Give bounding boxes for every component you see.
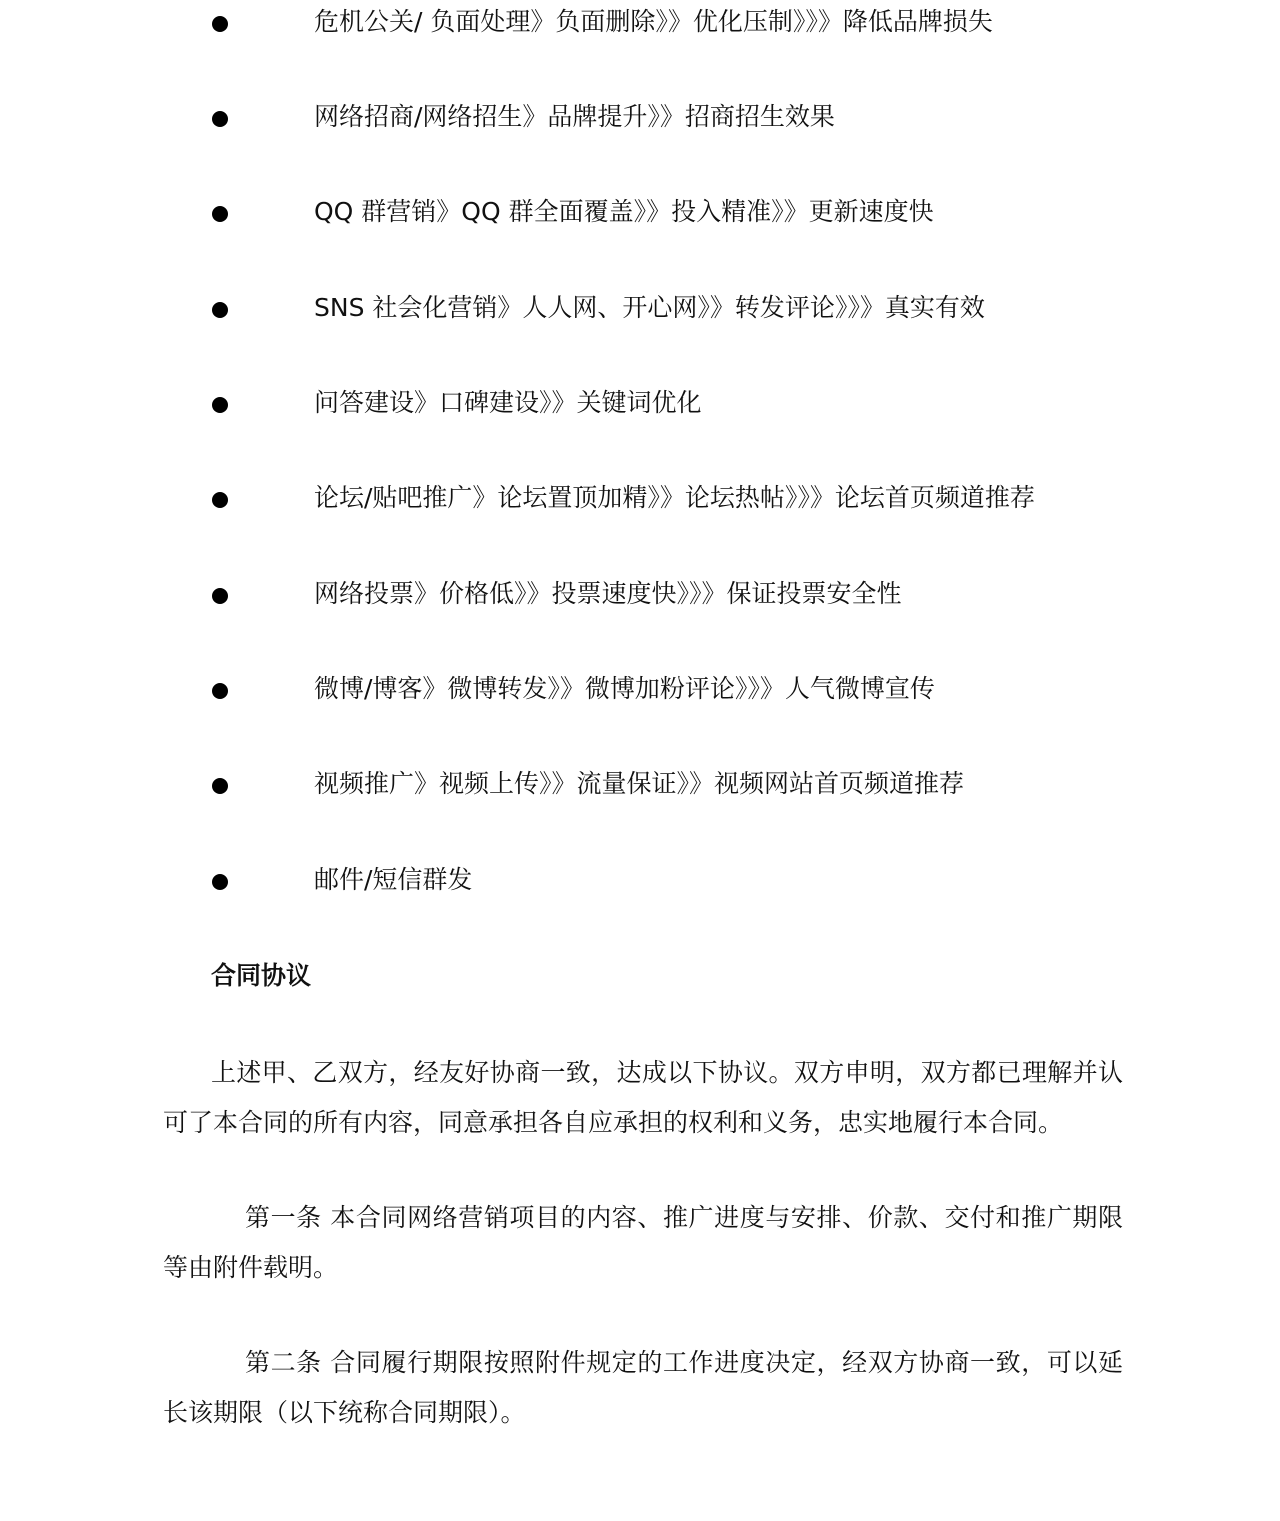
section-heading: 合同协议: [211, 961, 312, 990]
list-item: [0, 192, 1280, 232]
list-item-text: 问答建设》口碑建设》》关键词优化: [314, 388, 702, 417]
list-item: [0, 288, 1280, 328]
list-item-text: 危机公关/ 负面处理》负面删除》》优化压制》》》降低品牌损失: [314, 7, 993, 36]
list-item-text: 网络投票》价格低》》投票速度快》》》保证投票安全性: [314, 579, 902, 608]
list-item-text: 论坛/贴吧推广》论坛置顶加精》》论坛热帖》》》论坛首页频道推荐: [314, 483, 1035, 512]
list-item-text: 网络招商/网络招生》品牌提升》》招商招生效果: [314, 102, 835, 131]
list-item-text: 微博/博客》微博转发》》微博加粉评论》》》人气微博宣传: [314, 674, 935, 703]
list-item: [0, 860, 1280, 900]
bullet-icon: [212, 206, 228, 222]
list-item-text: QQ 群营销》QQ 群全面覆盖》》投入精准》》更新速度快: [314, 197, 934, 226]
list-item: [0, 669, 1280, 709]
list-item: [0, 2, 1280, 42]
list-item: [0, 478, 1280, 518]
list-item-text: SNS 社会化营销》人人网、开心网》》转发评论》》》真实有效: [314, 293, 985, 322]
bullet-icon: [212, 397, 228, 413]
bullet-icon: [212, 16, 228, 32]
list-item: [0, 97, 1280, 137]
list-item-text: 邮件/短信群发: [314, 865, 473, 894]
bullet-icon: [212, 874, 228, 890]
intro-paragraph: 上述甲、乙双方，经友好协商一致，达成以下协议。双方申明，双方都已理解并认可了本合同的所有内容，同意承担各自应承担的权利和义务，忠实地履行本合同。: [163, 1058, 1123, 1137]
list-item: [0, 383, 1280, 423]
bullet-icon: [212, 588, 228, 604]
bullet-icon: [212, 492, 228, 508]
bullet-icon: [212, 683, 228, 699]
bullet-icon: [212, 778, 228, 794]
bullet-icon: [212, 111, 228, 127]
list-item-text: 视频推广》视频上传》》流量保证》》视频网站首页频道推荐: [314, 769, 965, 798]
bullet-icon: [212, 302, 228, 318]
list-item: [0, 764, 1280, 804]
list-item: [0, 574, 1280, 614]
article-1-paragraph: 第一条 本合同网络营销项目的内容、推广进度与安排、价款、交付和推广期限等由附件载明。: [163, 1203, 1123, 1282]
article-2-paragraph: 第二条 合同履行期限按照附件规定的工作进度决定，经双方协商一致，可以延长该期限（以下统称合同期限）。: [163, 1348, 1123, 1427]
